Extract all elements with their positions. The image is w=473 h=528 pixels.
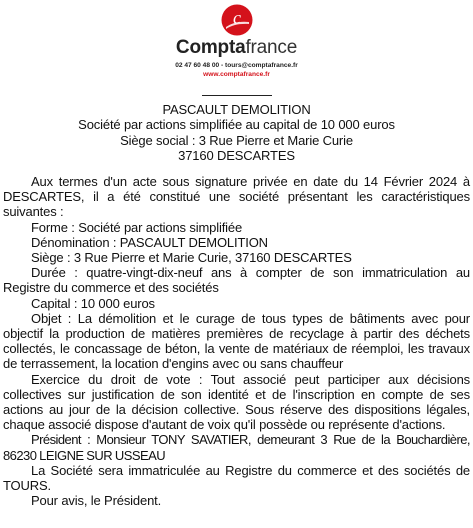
intro-paragraph: Aux termes d'un acte sous signature privée en date du 14 Février 2024 à DESCARTES, il a été constitué une société présentant les caractéristiques suivantes : [3,174,470,220]
objet-paragraph: Objet : La démolition et le curage de tous types de bâtiments avec pour objectif la production de matières premières de recyclage à partir des déchets collectés, le concassage de béton, la vente de matériaux de réemploi, les travaux de terrassement, la location d'engins avec ou sans chauffeur [3,310,470,372]
president-suffix: , demeurant 3 Rue de la Bouchardière, 86230 LEIGNE SUR USSEAU [3,432,470,463]
closing-paragraph: Pour avis, le Président. [31,493,162,509]
notice-body [3,174,470,508]
brand-name-light: france [245,37,298,58]
company-form: Société par actions simplifiée au capital de 10 000 euros [78,117,395,133]
president-paragraph [3,432,470,462]
brand-name-strong: Compta [175,37,246,58]
immatriculation-paragraph: La Société sera immatriculée au Registre du commerce et des sociétés de TOURS. [3,462,470,494]
website-link[interactable]: www.comptafrance.fr [203,71,270,78]
forme-paragraph: Forme : Société par actions simplifiée [31,219,243,235]
vote-paragraph: Exercice du droit de vote : Tout associé peut participer aux décisions collectives sur justification de son identité et de l'inscription en compte de ses actions au jour de la décision collective. Sous réserve des dispositions légales, chaque associé dispose d'autant de voix qu'il possède ou représente d'actions. [3,371,470,433]
company-address: Siège social : 3 Rue Pierre et Marie Curie [120,132,353,148]
comptafrance-logo-icon [221,4,253,36]
brand-name [0,37,473,59]
logo-letter: c [232,7,241,28]
siege-paragraph: Siège : 3 Rue Pierre et Marie Curie, 37160 DESCARTES [31,250,352,266]
president-prefix: Président : Monsieur [31,432,152,448]
header-divider [202,95,272,96]
president-name: TONY SAVATIER [151,432,248,448]
company-name: PASCAULT DEMOLITION [162,102,311,117]
contact-line: 02 47 60 48 00 - tours@comptafrance.fr [175,62,298,69]
capital-paragraph: Capital : 10 000 euros [31,295,155,311]
comptafrance-header [0,4,473,79]
company-city: 37160 DESCARTES [178,147,295,163]
denomination-paragraph: Dénomination : PASCAULT DEMOLITION [31,234,268,250]
company-block [0,102,473,163]
duree-paragraph: Durée : quatre-vingt-dix-neuf ans à compter de son immatriculation au Registre du commerce et des sociétés [3,265,470,296]
